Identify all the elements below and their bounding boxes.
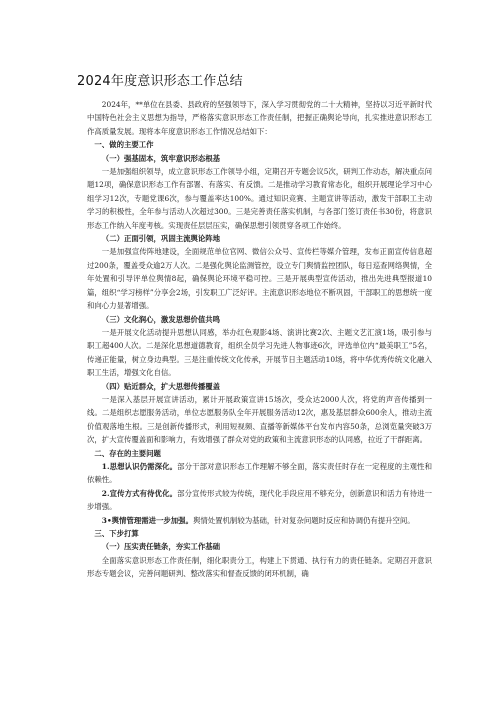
intro-paragraph: 2024年，**单位在县委、县政府的坚强领导下，深入学习贯彻党的二十大精神，坚持以习近平新时代中国特色社会主义思想为指导，严格落实意识形态工作责任制，把握正确舆论导向，扎实推进意识形态工作高质量发展。现将本年度意识形态工作情况总结如下： <box>87 100 432 136</box>
body-paragraph: 一是加强组织领导，成立意识形态工作领导小组，定期召开专题会议5次，研判工作动态，解决重点问题12项，确保意识形态工作有部署、有落实、有反馈。二是推动学习教育常态化，组织开展理论学习中心组学习12次，专题党课6次，参与覆盖率达100%。通过知识竞赛、主题宣讲等活动，激发干部职工主动学习的积极性，全年参与活动人次超过300。三是完善责任落实机制，与各部门签订责任书30份，将意识形态工作纳入年度考核。实现责任层层压实，确保思想引领贯穿各项工作始终。 <box>87 167 432 230</box>
subsection-heading: （一）强基固本，筑牢意识形态根基 <box>101 153 221 163</box>
problem-lead: 3•舆情管理需进一步加强。 <box>101 515 193 525</box>
body-paragraph: 一是深入基层开展宣讲活动，累计开展政策宣讲15场次，受众达2000人次，将党的声音传播到一线。二是组织志愿服务活动，单位志愿服务队全年开展服务活动12次，惠及基层群众600余人，推动主流价值观落地生根。三是创新传播形式，利用短视频、直播等新媒体平台发布内容50条，总浏览量突破3万次，扩大宣传覆盖面和影响力，有效增强了群众对党的政策和主流意识形态的认同感，拉近了干群距离。 <box>87 394 432 445</box>
subsection-heading: （二）正面引领，巩固主流舆论阵地 <box>101 234 221 244</box>
body-paragraph: 全面落实意识形态工作责任制，细化职责分工，构建上下贯通、执行有力的责任链条。定期召开意识形态专题会议，完善问题研判、整改落实和督查反馈的闭环机制，确 <box>87 555 432 579</box>
problem-text: 部分干部对意识形态工作理解不够全面，落实责任时存在一定程度的主观性和依赖性。 <box>87 461 432 485</box>
document-body <box>87 98 432 581</box>
problem-item <box>87 514 432 527</box>
problem-lead: 2.宣传方式有待优化。 <box>101 488 178 498</box>
section-heading: 一、做的主要工作 <box>94 140 154 150</box>
problem-item <box>87 460 432 487</box>
section-heading: 三、下步打算 <box>94 529 139 538</box>
problem-text: 部分宣传形式较为传统，现代化手段应用不够充分，创新意识和活力有待进一步增强。 <box>87 488 432 512</box>
subsection-heading: （四）贴近群众，扩大思想传播覆盖 <box>101 381 221 391</box>
subsection-heading: （三）文化润心，激发思想价值共鸣 <box>101 314 221 324</box>
problem-lead: 1.思想认识仍需深化。 <box>101 461 178 471</box>
problem-text: 舆情处置机制较为基础，针对复杂问题时反应和协调仍有提升空间。 <box>192 515 415 525</box>
document-title: 2024年度意识形态工作总结 <box>77 74 243 89</box>
body-paragraph: 一是加强宣传阵地建设，全面规范单位官网、微信公众号、宣传栏等媒介管理，发布正面宣传信息超过200条，覆盖受众逾2万人次。二是强化舆论监测管控，设立专门舆情监控团队，每日巡查网络舆情，全年处置和引导评单位舆情8起，确保舆论环境平稳可控。三是开展典型宣传活动，推出先进典型报道10篇，组织“学习榜样”分享会2场，引发职工广泛好评。主流意识形态地位不断巩固，干部职工的思想统一度和向心力显著增强。 <box>87 247 432 311</box>
section-heading: 二、存在的主要问题 <box>94 448 161 458</box>
body-paragraph: 一是开展文化活动提升思想认同感，举办红色观影4场、演讲比赛2次、主题文艺汇演1场，吸引参与职工超400人次。二是深化思想道德教育，组织全员学习先进人物事迹6次，评选单位内“最美职工”5名，传递正能量，树立身边典型。三是注重传统文化传承，开展节日主题活动10场，将中华优秀传统文化融入职工生活，增强文化自信。 <box>87 327 432 378</box>
problem-item <box>87 487 432 514</box>
subsection-heading: （一）压实责任链条，夯实工作基础 <box>101 542 221 552</box>
